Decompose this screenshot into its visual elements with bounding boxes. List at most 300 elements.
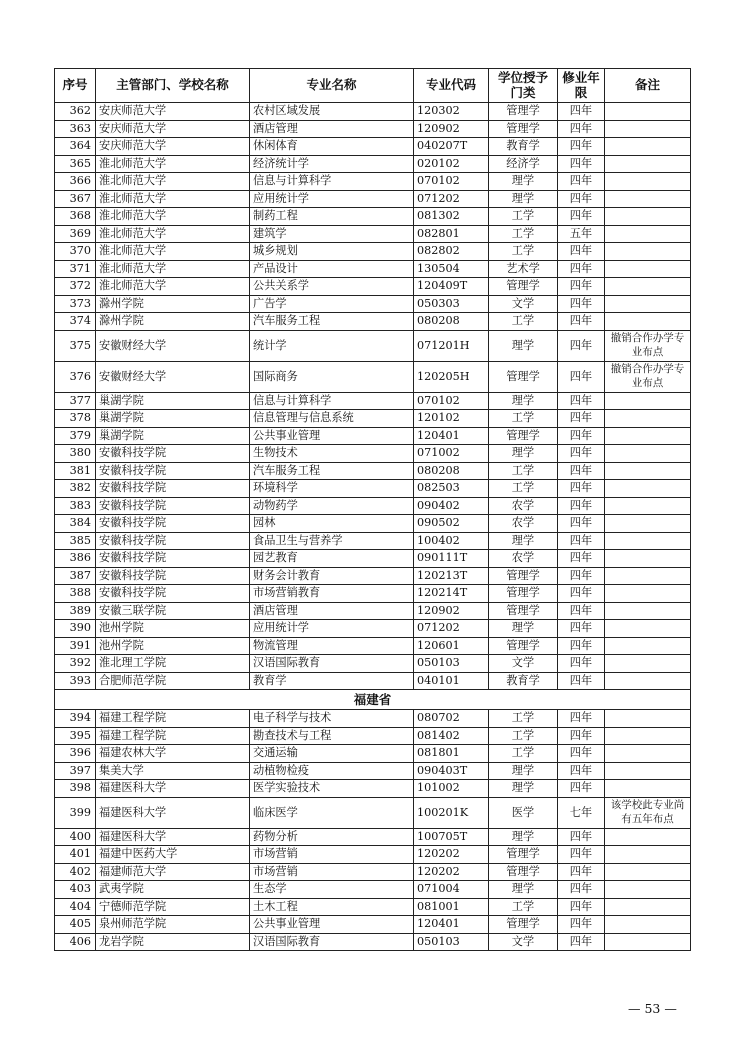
cell-note — [605, 780, 691, 798]
cell-years: 四年 — [558, 361, 605, 392]
cell-years: 四年 — [558, 881, 605, 899]
cell-major: 汉语国际教育 — [250, 655, 414, 673]
cell-school: 宁德师范学院 — [96, 898, 250, 916]
cell-code: 120102 — [414, 410, 489, 428]
cell-note — [605, 225, 691, 243]
cell-no: 390 — [55, 620, 96, 638]
cell-major: 产品设计 — [250, 260, 414, 278]
cell-major: 汉语国际教育 — [250, 933, 414, 951]
cell-no: 373 — [55, 295, 96, 313]
cell-code: 101002 — [414, 780, 489, 798]
cell-degree: 教育学 — [489, 672, 558, 690]
cell-degree: 理学 — [489, 330, 558, 361]
cell-code: 120302 — [414, 103, 489, 121]
cell-school: 巢湖学院 — [96, 410, 250, 428]
table-row — [55, 797, 691, 828]
table-row — [55, 602, 691, 620]
cell-school: 安徽科技学院 — [96, 515, 250, 533]
cell-major: 教育学 — [250, 672, 414, 690]
cell-school: 安徽科技学院 — [96, 445, 250, 463]
cell-years: 四年 — [558, 392, 605, 410]
cell-no: 382 — [55, 480, 96, 498]
cell-code: 100201K — [414, 797, 489, 828]
table-row — [55, 898, 691, 916]
major-list-table — [54, 68, 691, 951]
cell-note — [605, 445, 691, 463]
table-row — [55, 655, 691, 673]
cell-degree: 文学 — [489, 655, 558, 673]
cell-years: 四年 — [558, 410, 605, 428]
cell-no: 386 — [55, 550, 96, 568]
cell-years: 四年 — [558, 567, 605, 585]
cell-no: 388 — [55, 585, 96, 603]
cell-degree: 工学 — [489, 313, 558, 331]
cell-no: 367 — [55, 190, 96, 208]
table-row — [55, 138, 691, 156]
cell-school: 武夷学院 — [96, 881, 250, 899]
cell-degree: 农学 — [489, 515, 558, 533]
cell-degree: 工学 — [489, 710, 558, 728]
cell-degree: 工学 — [489, 727, 558, 745]
cell-years: 四年 — [558, 515, 605, 533]
cell-years: 五年 — [558, 225, 605, 243]
cell-years: 四年 — [558, 497, 605, 515]
cell-note — [605, 190, 691, 208]
cell-no: 383 — [55, 497, 96, 515]
cell-degree: 管理学 — [489, 846, 558, 864]
cell-major: 食品卫生与营养学 — [250, 532, 414, 550]
cell-no: 380 — [55, 445, 96, 463]
cell-code: 130504 — [414, 260, 489, 278]
cell-school: 淮北师范大学 — [96, 225, 250, 243]
cell-no: 374 — [55, 313, 96, 331]
cell-code: 120202 — [414, 846, 489, 864]
table-row — [55, 103, 691, 121]
cell-years: 四年 — [558, 532, 605, 550]
cell-years: 四年 — [558, 620, 605, 638]
cell-code: 082503 — [414, 480, 489, 498]
cell-no: 404 — [55, 898, 96, 916]
cell-note — [605, 672, 691, 690]
cell-school: 福建医科大学 — [96, 828, 250, 846]
cell-code: 040207T — [414, 138, 489, 156]
cell-major: 酒店管理 — [250, 602, 414, 620]
cell-degree: 管理学 — [489, 585, 558, 603]
cell-school: 滁州学院 — [96, 313, 250, 331]
cell-years: 四年 — [558, 863, 605, 881]
table-row — [55, 225, 691, 243]
cell-note — [605, 120, 691, 138]
cell-major: 财务会计教育 — [250, 567, 414, 585]
cell-school: 福建医科大学 — [96, 797, 250, 828]
cell-degree: 理学 — [489, 173, 558, 191]
cell-no: 399 — [55, 797, 96, 828]
header-degree: 学位授予门类 — [489, 69, 558, 103]
cell-note: 撤销合作办学专业布点 — [605, 361, 691, 392]
cell-school: 安徽科技学院 — [96, 462, 250, 480]
cell-code: 120409T — [414, 278, 489, 296]
cell-note — [605, 655, 691, 673]
cell-major: 信息与计算科学 — [250, 173, 414, 191]
cell-major: 公共事业管理 — [250, 916, 414, 934]
cell-school: 福建工程学院 — [96, 710, 250, 728]
cell-code: 120401 — [414, 916, 489, 934]
table-row — [55, 120, 691, 138]
cell-no: 395 — [55, 727, 96, 745]
table-row — [55, 190, 691, 208]
cell-years: 四年 — [558, 190, 605, 208]
cell-note — [605, 497, 691, 515]
cell-degree: 理学 — [489, 881, 558, 899]
cell-code: 080208 — [414, 462, 489, 480]
cell-degree: 理学 — [489, 762, 558, 780]
table-row — [55, 330, 691, 361]
cell-school: 淮北师范大学 — [96, 243, 250, 261]
cell-no: 366 — [55, 173, 96, 191]
cell-major: 生态学 — [250, 881, 414, 899]
cell-no: 384 — [55, 515, 96, 533]
cell-major: 生物技术 — [250, 445, 414, 463]
cell-major: 市场营销 — [250, 863, 414, 881]
cell-school: 安徽科技学院 — [96, 585, 250, 603]
table-row — [55, 480, 691, 498]
cell-years: 四年 — [558, 933, 605, 951]
cell-code: 120205H — [414, 361, 489, 392]
header-no: 序号 — [55, 69, 96, 103]
cell-note — [605, 410, 691, 428]
cell-note — [605, 881, 691, 899]
cell-no: 405 — [55, 916, 96, 934]
table-row — [55, 392, 691, 410]
cell-note — [605, 762, 691, 780]
table-row — [55, 585, 691, 603]
cell-code: 120213T — [414, 567, 489, 585]
table-row — [55, 710, 691, 728]
cell-school: 淮北师范大学 — [96, 155, 250, 173]
cell-code: 071004 — [414, 881, 489, 899]
cell-degree: 管理学 — [489, 863, 558, 881]
cell-years: 四年 — [558, 313, 605, 331]
table-row — [55, 155, 691, 173]
cell-note — [605, 898, 691, 916]
cell-degree: 工学 — [489, 208, 558, 226]
cell-school: 安徽财经大学 — [96, 330, 250, 361]
table-row — [55, 445, 691, 463]
table-row — [55, 532, 691, 550]
cell-code: 040101 — [414, 672, 489, 690]
cell-degree: 管理学 — [489, 278, 558, 296]
cell-school: 福建师范大学 — [96, 863, 250, 881]
cell-major: 药物分析 — [250, 828, 414, 846]
cell-school: 福建工程学院 — [96, 727, 250, 745]
cell-degree: 管理学 — [489, 567, 558, 585]
cell-note — [605, 243, 691, 261]
cell-degree: 理学 — [489, 532, 558, 550]
table-row — [55, 846, 691, 864]
cell-no: 379 — [55, 427, 96, 445]
cell-school: 合肥师范学院 — [96, 672, 250, 690]
cell-no: 389 — [55, 602, 96, 620]
cell-major: 经济统计学 — [250, 155, 414, 173]
cell-code: 071202 — [414, 190, 489, 208]
cell-major: 汽车服务工程 — [250, 313, 414, 331]
cell-degree: 经济学 — [489, 155, 558, 173]
cell-no: 398 — [55, 780, 96, 798]
table-row — [55, 295, 691, 313]
cell-note — [605, 295, 691, 313]
cell-years: 四年 — [558, 278, 605, 296]
cell-note — [605, 532, 691, 550]
header-school: 主管部门、学校名称 — [96, 69, 250, 103]
table-row — [55, 278, 691, 296]
cell-school: 安徽科技学院 — [96, 497, 250, 515]
cell-years: 四年 — [558, 155, 605, 173]
table-row — [55, 933, 691, 951]
cell-note — [605, 828, 691, 846]
cell-degree: 管理学 — [489, 361, 558, 392]
cell-code: 080702 — [414, 710, 489, 728]
cell-years: 四年 — [558, 780, 605, 798]
cell-years: 四年 — [558, 295, 605, 313]
cell-degree: 工学 — [489, 225, 558, 243]
cell-school: 淮北师范大学 — [96, 173, 250, 191]
cell-school: 集美大学 — [96, 762, 250, 780]
cell-major: 医学实验技术 — [250, 780, 414, 798]
cell-note — [605, 863, 691, 881]
table-row — [55, 672, 691, 690]
cell-school: 巢湖学院 — [96, 392, 250, 410]
province-heading-row — [55, 690, 691, 710]
cell-code: 070102 — [414, 173, 489, 191]
cell-note — [605, 103, 691, 121]
cell-degree: 理学 — [489, 780, 558, 798]
cell-major: 园林 — [250, 515, 414, 533]
cell-school: 池州学院 — [96, 620, 250, 638]
cell-code: 100402 — [414, 532, 489, 550]
cell-no: 364 — [55, 138, 96, 156]
cell-major: 广告学 — [250, 295, 414, 313]
cell-years: 四年 — [558, 173, 605, 191]
cell-years: 四年 — [558, 480, 605, 498]
cell-years: 四年 — [558, 727, 605, 745]
cell-code: 090402 — [414, 497, 489, 515]
cell-degree: 管理学 — [489, 602, 558, 620]
cell-no: 369 — [55, 225, 96, 243]
cell-school: 安庆师范大学 — [96, 120, 250, 138]
cell-no: 370 — [55, 243, 96, 261]
cell-no: 400 — [55, 828, 96, 846]
cell-major: 动植物检疫 — [250, 762, 414, 780]
table-row — [55, 780, 691, 798]
cell-years: 四年 — [558, 846, 605, 864]
cell-note — [605, 155, 691, 173]
cell-years: 四年 — [558, 330, 605, 361]
cell-no: 391 — [55, 637, 96, 655]
cell-no: 401 — [55, 846, 96, 864]
cell-note — [605, 138, 691, 156]
cell-code: 071202 — [414, 620, 489, 638]
cell-no: 394 — [55, 710, 96, 728]
cell-degree: 文学 — [489, 933, 558, 951]
cell-major: 土木工程 — [250, 898, 414, 916]
cell-no: 363 — [55, 120, 96, 138]
cell-degree: 工学 — [489, 410, 558, 428]
cell-code: 071002 — [414, 445, 489, 463]
cell-no: 393 — [55, 672, 96, 690]
cell-years: 四年 — [558, 260, 605, 278]
cell-code: 120202 — [414, 863, 489, 881]
cell-code: 020102 — [414, 155, 489, 173]
cell-years: 四年 — [558, 916, 605, 934]
table-row — [55, 361, 691, 392]
cell-years: 七年 — [558, 797, 605, 828]
cell-major: 公共事业管理 — [250, 427, 414, 445]
cell-degree: 工学 — [489, 898, 558, 916]
cell-note: 该学校此专业尚有五年布点 — [605, 797, 691, 828]
table-header — [55, 69, 691, 103]
cell-note: 撤销合作办学专业布点 — [605, 330, 691, 361]
cell-major: 应用统计学 — [250, 190, 414, 208]
cell-no: 365 — [55, 155, 96, 173]
cell-note — [605, 602, 691, 620]
cell-major: 勘查技术与工程 — [250, 727, 414, 745]
cell-code: 120214T — [414, 585, 489, 603]
cell-no: 387 — [55, 567, 96, 585]
cell-school: 安庆师范大学 — [96, 103, 250, 121]
table-row — [55, 745, 691, 763]
cell-years: 四年 — [558, 462, 605, 480]
cell-school: 安徽科技学院 — [96, 550, 250, 568]
cell-school: 安徽财经大学 — [96, 361, 250, 392]
cell-years: 四年 — [558, 710, 605, 728]
table-row — [55, 497, 691, 515]
cell-no: 402 — [55, 863, 96, 881]
cell-code: 050103 — [414, 655, 489, 673]
cell-no: 377 — [55, 392, 96, 410]
table-row — [55, 173, 691, 191]
cell-code: 120902 — [414, 120, 489, 138]
cell-code: 090111T — [414, 550, 489, 568]
table-row — [55, 727, 691, 745]
table-row — [55, 550, 691, 568]
cell-note — [605, 480, 691, 498]
cell-no: 376 — [55, 361, 96, 392]
cell-degree: 艺术学 — [489, 260, 558, 278]
cell-years: 四年 — [558, 243, 605, 261]
header-note: 备注 — [605, 69, 691, 103]
table-row — [55, 863, 691, 881]
cell-school: 泉州师范学院 — [96, 916, 250, 934]
table-row — [55, 243, 691, 261]
cell-years: 四年 — [558, 745, 605, 763]
cell-no: 371 — [55, 260, 96, 278]
cell-code: 120902 — [414, 602, 489, 620]
cell-code: 050303 — [414, 295, 489, 313]
cell-school: 滁州学院 — [96, 295, 250, 313]
cell-note — [605, 515, 691, 533]
cell-degree: 理学 — [489, 392, 558, 410]
province-heading: 福建省 — [55, 690, 691, 710]
cell-note — [605, 278, 691, 296]
cell-major: 国际商务 — [250, 361, 414, 392]
cell-degree: 文学 — [489, 295, 558, 313]
cell-no: 403 — [55, 881, 96, 899]
cell-no: 385 — [55, 532, 96, 550]
cell-code: 070102 — [414, 392, 489, 410]
cell-school: 淮北师范大学 — [96, 208, 250, 226]
cell-no: 368 — [55, 208, 96, 226]
cell-degree: 管理学 — [489, 637, 558, 655]
cell-major: 信息与计算科学 — [250, 392, 414, 410]
cell-degree: 医学 — [489, 797, 558, 828]
header-code: 专业代码 — [414, 69, 489, 103]
cell-degree: 工学 — [489, 480, 558, 498]
cell-no: 397 — [55, 762, 96, 780]
header-years: 修业年限 — [558, 69, 605, 103]
cell-degree: 理学 — [489, 445, 558, 463]
cell-school: 福建中医药大学 — [96, 846, 250, 864]
cell-note — [605, 727, 691, 745]
cell-code: 120601 — [414, 637, 489, 655]
table-row — [55, 916, 691, 934]
cell-code: 120401 — [414, 427, 489, 445]
cell-code: 082801 — [414, 225, 489, 243]
cell-major: 休闲体育 — [250, 138, 414, 156]
cell-degree: 理学 — [489, 190, 558, 208]
cell-no: 372 — [55, 278, 96, 296]
cell-code: 081302 — [414, 208, 489, 226]
cell-note — [605, 313, 691, 331]
cell-degree: 工学 — [489, 243, 558, 261]
cell-code: 081402 — [414, 727, 489, 745]
cell-major: 制药工程 — [250, 208, 414, 226]
cell-school: 安徽科技学院 — [96, 567, 250, 585]
cell-major: 临床医学 — [250, 797, 414, 828]
cell-major: 建筑学 — [250, 225, 414, 243]
cell-note — [605, 585, 691, 603]
cell-years: 四年 — [558, 445, 605, 463]
cell-code: 081001 — [414, 898, 489, 916]
cell-school: 安庆师范大学 — [96, 138, 250, 156]
cell-degree: 农学 — [489, 550, 558, 568]
cell-degree: 教育学 — [489, 138, 558, 156]
cell-degree: 理学 — [489, 620, 558, 638]
table-row — [55, 208, 691, 226]
cell-note — [605, 916, 691, 934]
cell-note — [605, 427, 691, 445]
cell-years: 四年 — [558, 138, 605, 156]
cell-code: 082802 — [414, 243, 489, 261]
cell-note — [605, 846, 691, 864]
cell-no: 378 — [55, 410, 96, 428]
cell-major: 电子科学与技术 — [250, 710, 414, 728]
cell-years: 四年 — [558, 655, 605, 673]
table-row — [55, 313, 691, 331]
cell-years: 四年 — [558, 585, 605, 603]
cell-years: 四年 — [558, 103, 605, 121]
table-row — [55, 620, 691, 638]
cell-code: 081801 — [414, 745, 489, 763]
cell-no: 396 — [55, 745, 96, 763]
header-major: 专业名称 — [250, 69, 414, 103]
cell-years: 四年 — [558, 602, 605, 620]
cell-no: 362 — [55, 103, 96, 121]
cell-major: 动物药学 — [250, 497, 414, 515]
cell-school: 福建农林大学 — [96, 745, 250, 763]
table-row — [55, 881, 691, 899]
table-row — [55, 828, 691, 846]
cell-major: 环境科学 — [250, 480, 414, 498]
